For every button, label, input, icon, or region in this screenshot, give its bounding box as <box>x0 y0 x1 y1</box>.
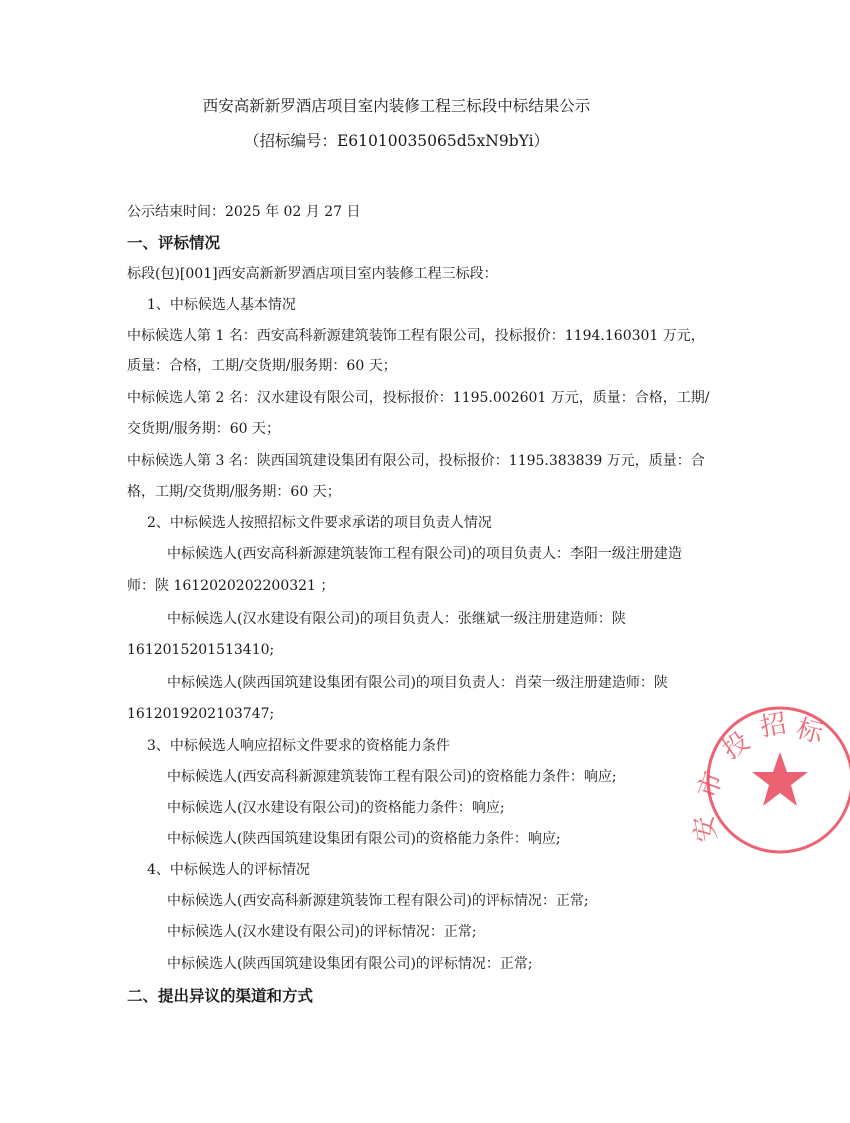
qualification-3: 中标候选人(陕西国筑建设集团有限公司)的资格能力条件：响应; <box>167 831 561 847</box>
subheading-project-managers: 2、中标候选人按照招标文件要求承诺的项目负责人情况 <box>147 515 492 531</box>
svg-text:安: 安 <box>688 813 723 844</box>
subheading-basic-info: 1、中标候选人基本情况 <box>147 297 296 313</box>
section-heading-evaluation: 一、评标情况 <box>127 234 221 252</box>
manager-3-line2: 1612019202103747; <box>127 706 275 722</box>
manager-2-line2: 1612015201513410; <box>127 642 275 658</box>
svg-text:标: 标 <box>793 713 827 750</box>
section-heading-objection: 二、提出异议的渠道和方式 <box>127 987 314 1005</box>
seal-star-icon <box>752 752 808 806</box>
announcement-end-time: 公示结束时间：2025 年 02 月 27 日 <box>127 204 361 220</box>
candidate-2-line1: 中标候选人第 2 名：汉水建设有限公司，投标报价：1195.002601 万元，质量：合格，工期/ <box>127 390 710 406</box>
lot-description: 标段(包)[001]西安高新新罗酒店项目室内装修工程三标段： <box>127 266 498 282</box>
official-seal-stamp <box>688 700 850 870</box>
candidate-1-line2: 质量：合格，工期/交货期/服务期：60 天； <box>127 358 397 374</box>
candidate-1-line1: 中标候选人第 1 名：西安高科新源建筑装饰工程有限公司，投标报价：1194.160301 万元， <box>127 328 705 344</box>
tender-number: （招标编号：E61010035065d5xN9bYi） <box>243 132 550 150</box>
evaluation-1: 中标候选人(西安高科新源建筑装饰工程有限公司)的评标情况：正常; <box>167 893 589 909</box>
qualification-2: 中标候选人(汉水建设有限公司)的资格能力条件：响应; <box>167 800 505 816</box>
evaluation-3: 中标候选人(陕西国筑建设集团有限公司)的评标情况：正常; <box>167 956 533 972</box>
candidate-3-line1: 中标候选人第 3 名：陕西国筑建设集团有限公司，投标报价：1195.383839 万元，质量：合 <box>127 453 705 469</box>
manager-1-line1: 中标候选人(西安高科新源建筑装饰工程有限公司)的项目负责人：李阳一级注册建造 <box>167 546 682 562</box>
manager-2-line1: 中标候选人(汉水建设有限公司)的项目负责人：张继斌一级注册建造师：陕 <box>167 611 626 627</box>
qualification-1: 中标候选人(西安高科新源建筑装饰工程有限公司)的资格能力条件：响应; <box>167 769 617 785</box>
svg-text:投: 投 <box>716 726 756 766</box>
manager-3-line1: 中标候选人(陕西国筑建设集团有限公司)的项目负责人：肖荣一级注册建造师：陕 <box>167 675 668 691</box>
svg-text:市: 市 <box>692 767 730 803</box>
evaluation-2: 中标候选人(汉水建设有限公司)的评标情况：正常; <box>167 924 477 940</box>
subheading-evaluations: 4、中标候选人的评标情况 <box>147 862 310 878</box>
manager-1-line2: 师：陕 1612020202200321 ； <box>127 578 335 594</box>
document-title: 西安高新新罗酒店项目室内装修工程三标段中标结果公示 <box>202 97 591 115</box>
svg-text:招: 招 <box>758 708 789 743</box>
candidate-3-line2: 格，工期/交货期/服务期：60 天； <box>127 484 341 500</box>
candidate-2-line2: 交货期/服务期：60 天； <box>127 421 280 437</box>
subheading-qualifications: 3、中标候选人响应招标文件要求的资格能力条件 <box>147 738 450 754</box>
